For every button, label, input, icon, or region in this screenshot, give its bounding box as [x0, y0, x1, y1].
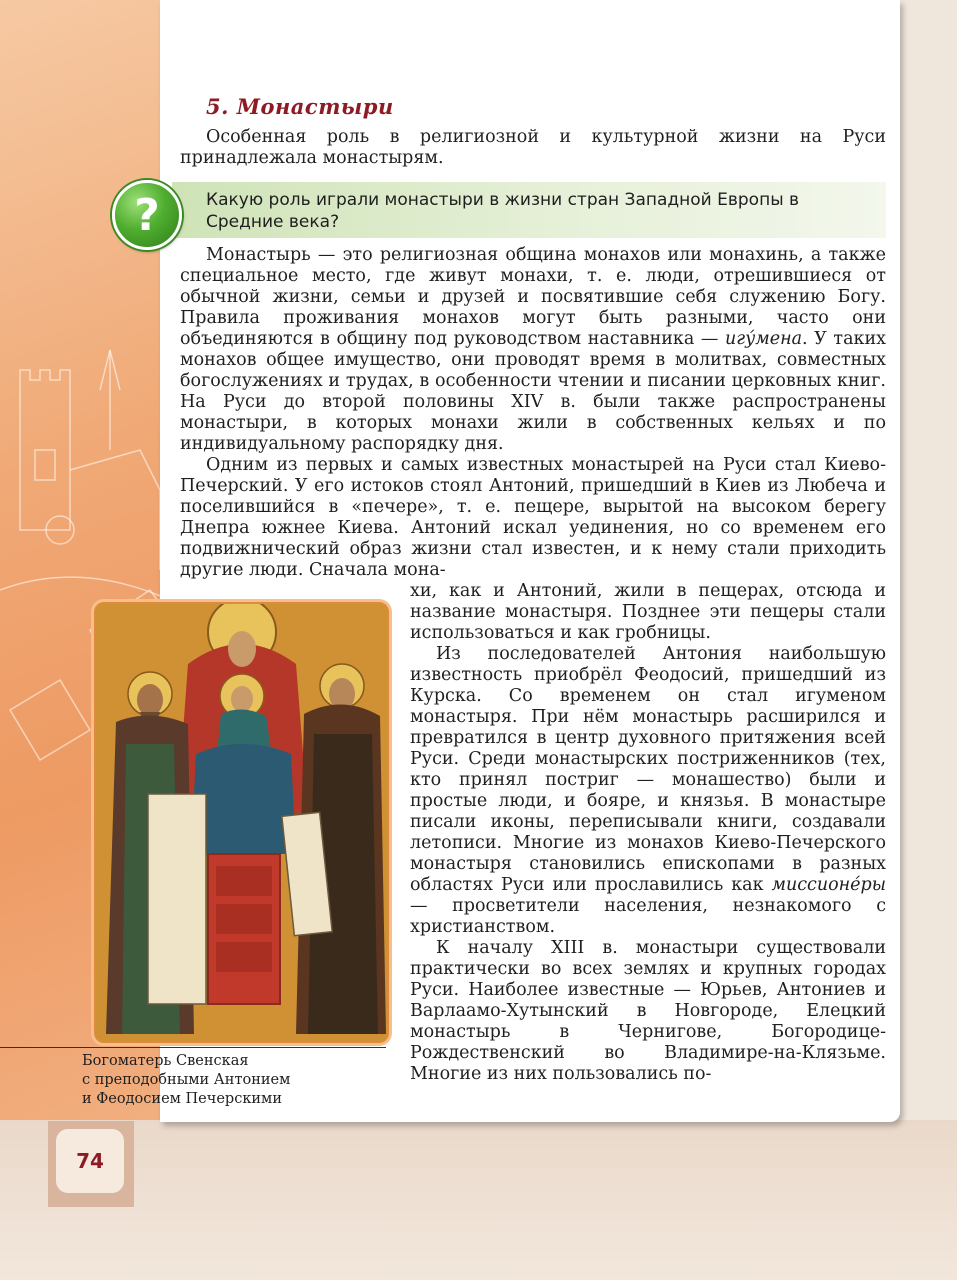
intro-paragraph: Особенная роль в религиозной и культурной жизни на Руси принадлежала монастырям.	[180, 127, 886, 168]
page-number: 74	[56, 1129, 124, 1193]
paragraph-continuation: хи, как и Антоний, жили в пещерах, отсюда и название монастыря. Позднее эти пещеры стали использоваться и как гробницы.	[410, 581, 886, 643]
body-text-top	[180, 245, 886, 581]
term-missionaries: миссионе́ры	[771, 875, 886, 895]
body-text-right	[410, 581, 886, 1085]
question-text: Какую роль играли монастыри в жизни стран Западной Европы в Средние века?	[206, 190, 800, 232]
paragraph-text: Монастырь — это религиозная община монахов или монахинь, а также специальное место, где живут монахи, т. е. люди, отрешившиеся от обычной жизни, семьи и друзей и посвятившие себя служению Богу. Правила проживания монахов могут быть разными, часто они объединяются в общину под руководством наставника —	[180, 245, 886, 349]
illustration-caption	[82, 1052, 382, 1109]
paragraph-13th-century: К началу XIII в. монастыри существовали практически во всех землях и крупных городах Руси. Наиболее известные — Юрьев, Антониев и Варлаамо-Хутынский в Новгороде, Елецкий монастырь в Чернигове, Богородице-Рождественский во Владимире-на-Клязьме. Многие из них пользовались по-	[410, 938, 886, 1084]
bottom-background	[0, 1120, 957, 1280]
section-title: 5. Монастыри	[206, 94, 394, 119]
caption-line-2: с преподобными Антонием	[82, 1072, 291, 1088]
caption-line-3: и Феодосием Печерскими	[82, 1091, 282, 1107]
paragraph-text: . У таких монахов общее имущество, они проводят время в молитвах, совместных богослужениях и трудах, в особенности чтении и писании церковных книг. На Руси до второй половины XIV в. были также распространены монастыри, в которых монахи жили в собственных кельях и по индивидуальному распорядку дня.	[180, 329, 886, 454]
paragraph-text: — просветители населения, незнакомого с христианством.	[410, 896, 886, 937]
paragraph-feodosiy	[410, 644, 886, 938]
paragraph-monastery-definition	[180, 245, 886, 455]
term-igumen: игу́мена	[724, 329, 803, 349]
question-icon: ?	[112, 180, 182, 250]
icon-painting	[96, 604, 387, 1041]
icon-illustration	[94, 602, 389, 1043]
caption-line-1: Богоматерь Свенская	[82, 1053, 249, 1069]
paragraph-kiev-pechersk-intro: Одним из первых и самых известных монастырей на Руси стал Киево-Печерский. У его истоков стоял Антоний, пришедший в Киев из Любеча и поселившийся в «печере», т. е. пещере, вырытой на высоком берегу Днепра южнее Киева. Антоний искал уединения, но со временем его подвижнический образ жизни стал известен, и к нему стали приходить другие люди. Сначала мона-	[180, 455, 886, 580]
caption-divider	[0, 1047, 386, 1048]
paragraph-text: Из последователей Антония наибольшую известность приобрёл Феодосий, пришедший из Курска. Со временем он стал игуменом монастыря. При нём монастырь расширился и превратился в центр духовного притяжения всей Руси. Среди монастырских постриженников (тех, кто принял постриг — монашество) были и простые люди, и бояре, и князья. В монастыре писали иконы, переписывали книги, создавали летописи. Многие из монахов Киево-Печерского монастыря становились епископами в разных областях Руси или прославились как	[410, 644, 886, 895]
